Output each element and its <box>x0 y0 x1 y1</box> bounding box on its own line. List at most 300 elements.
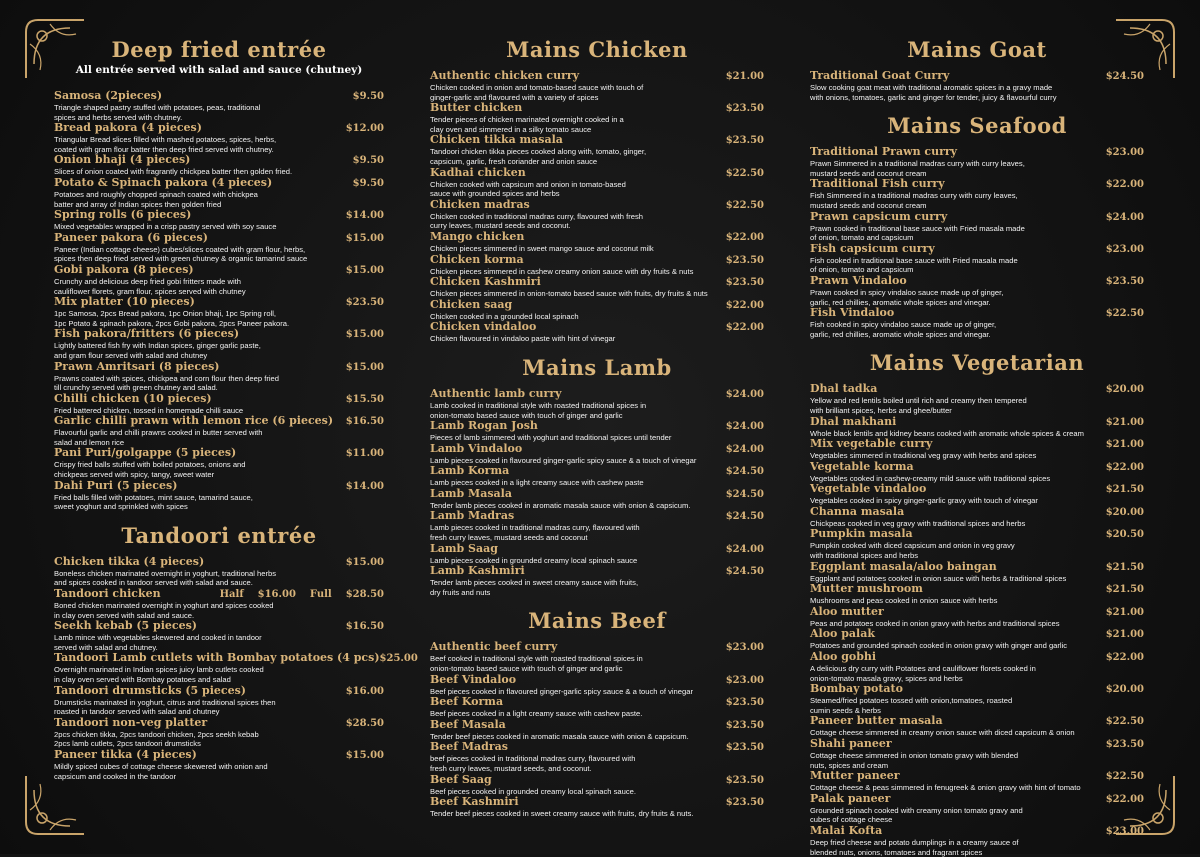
menu-item-header <box>54 296 384 309</box>
menu-item-name: Kadhai chicken <box>430 165 526 179</box>
menu-item <box>810 825 1144 857</box>
full-price: $28.50 <box>345 589 384 601</box>
menu-item <box>810 606 1144 629</box>
menu-item-name: Beef Kashmiri <box>430 795 519 809</box>
menu-item-header <box>810 651 1144 664</box>
menu-item-price: $9.50 <box>352 155 384 167</box>
menu-item-header <box>430 321 764 334</box>
full-label: Full <box>309 589 332 601</box>
menu-item-price: $24.50 <box>725 566 764 578</box>
menu-item-name: Mutter mushroom <box>810 582 923 596</box>
menu-item-description: Flavourful garlic and chilli prawns cooked in butter served with salad and lemon rice <box>54 428 263 447</box>
menu-item-price: $15.00 <box>345 361 384 373</box>
half-price: $16.00 <box>257 589 296 601</box>
menu-item-price: $21.00 <box>1105 439 1144 451</box>
menu-item-description: Beef pieces cooked in grounded creamy local spinach sauce. <box>430 786 636 796</box>
menu-item-name: Bread pakora (4 pieces) <box>54 121 202 135</box>
menu-item <box>54 480 384 512</box>
menu-item-description: Fish cooked in traditional base sauce with Fried masala made of onion, tomato and capsicum <box>810 255 1018 275</box>
menu-item-description: Triangular Bread slices filled with mashed potatoes, spices, herbs, coated with gram flour batter then deep fried served with chutney. <box>54 135 277 154</box>
menu-item-header <box>430 719 764 732</box>
menu-item-name: Beef Saag <box>430 772 492 786</box>
menu-item-price: $22.50 <box>725 199 764 211</box>
menu-item-name: Paneer tikka (4 pieces) <box>54 747 197 761</box>
menu-item-name: Chicken tikka masala <box>430 133 563 147</box>
menu-item-header <box>54 651 418 665</box>
menu-item <box>54 685 384 717</box>
menu-item <box>430 719 764 742</box>
menu-item-name: Beef Madras <box>430 740 508 754</box>
menu-item-header <box>810 461 1144 474</box>
menu-item-name: Chicken vindaloo <box>430 320 537 334</box>
menu-item-price: $22.00 <box>1105 461 1144 473</box>
menu-item-description: A delicious dry curry with Potatoes and cauliflower florets cooked in onion-tomato masala gravy, spices and herbs <box>810 664 1036 683</box>
menu-item <box>810 307 1144 339</box>
menu-item-price: $24.50 <box>725 511 764 523</box>
menu-item-price: $16.50 <box>345 621 384 633</box>
menu-item-description: beef pieces cooked in traditional madras curry, flavoured with fresh curry leaves, mustard seeds, and coconut. <box>430 754 636 773</box>
menu-item-price: $23.50 <box>1105 739 1144 750</box>
menu-item-description: Paneer (Indian cottage cheese) cubes/slices coated with gram flour, herbs, spices then deep fried served with green chutney & organic tamarind sauce <box>54 244 308 264</box>
menu-item <box>810 178 1144 210</box>
menu-item-header <box>430 199 764 212</box>
menu-item-price: $21.00 <box>1105 606 1144 618</box>
menu-item-name: Spring rolls (6 pieces) <box>54 208 192 222</box>
menu-item-description: Cottage cheese & peas simmered in fenugreek & onion gravy with hint of tomato <box>810 783 1081 793</box>
menu-item-name: Traditional Prawn curry <box>810 145 958 159</box>
menu-item-header <box>810 146 1144 159</box>
menu-item-price: $24.50 <box>725 488 764 500</box>
menu-item <box>430 465 764 488</box>
menu-item-price: $23.00 <box>1105 147 1144 159</box>
menu-item-price: $23.00 <box>725 674 764 686</box>
menu-item-price: $11.00 <box>345 448 384 460</box>
menu-item-price: $22.50 <box>1105 771 1144 783</box>
menu-item-description: Beef pieces cooked in flavoured ginger-garlic spicy sauce & a touch of vinegar <box>430 686 693 696</box>
menu-item-header <box>430 741 764 754</box>
menu-item-description: Cottage cheese simmered in creamy onion sauce with diced capsicum & onion <box>810 728 1075 738</box>
menu-item-header <box>54 122 384 135</box>
menu-item-description: Prawns coated with spices, chickpea and corn flour then deep fried till crunchy served with green chutney and salad. <box>54 373 279 393</box>
menu-item-header <box>430 774 764 787</box>
menu-item-description: Boneless chicken marinated overnight in yoghurt, traditional herbs and spices cooked in tandoor served with salad and sauce. <box>54 568 277 588</box>
menu-item <box>810 383 1144 415</box>
menu-item <box>54 154 384 177</box>
menu-item-name: Bombay potato <box>810 682 903 696</box>
menu-item-name: Dahi Puri (5 pieces) <box>54 478 178 492</box>
menu-item-name: Potato & Spinach pakora (4 pieces) <box>54 175 273 189</box>
menu-item-price: $23.50 <box>725 774 764 786</box>
menu-item <box>430 741 764 773</box>
menu-item-name: Pumpkin masala <box>810 527 913 541</box>
section-title: Deep fried entrée <box>111 37 327 62</box>
menu-item-header <box>810 683 1144 696</box>
menu-item-price: $12.00 <box>345 123 384 135</box>
menu-item-price: $9.50 <box>352 91 384 102</box>
menu-item-header <box>430 167 764 180</box>
menu-item <box>810 506 1144 529</box>
menu-item-description: Fried battered chicken, tossed in homemade chilli sauce <box>54 405 244 415</box>
menu-item-header <box>54 209 384 222</box>
menu-item-description: Prawn cooked in traditional base sauce with Fried masala made of onion, tomato and capsicum <box>810 223 1025 243</box>
half-label: Half <box>219 589 244 601</box>
menu-item <box>810 715 1144 738</box>
menu-item-price: $23.50 <box>725 797 764 809</box>
menu-item-name: Prawn capsicum curry <box>810 209 948 223</box>
section-title: Tandoori entrée <box>121 522 317 548</box>
section-title: Mains Beef <box>528 608 666 634</box>
menu-item-header <box>430 420 764 433</box>
menu-item <box>430 70 764 102</box>
menu-item-name: Fish Vindaloo <box>810 306 895 320</box>
menu-item <box>430 134 764 166</box>
menu-item-name: Channa masala <box>810 504 905 518</box>
menu-item-header <box>54 232 384 245</box>
menu-item <box>810 275 1144 307</box>
menu-item-name: Chilli chicken (10 pieces) <box>54 391 212 405</box>
menu-item-description: Tender pieces of chicken marinated overnight cooked in a clay oven and simmered in a silky tomato sauce <box>430 115 624 134</box>
menu-item <box>810 770 1144 793</box>
menu-item <box>810 561 1144 584</box>
menu-item-header <box>54 415 384 428</box>
menu-item-header <box>810 738 1144 751</box>
menu-item-header <box>810 561 1144 574</box>
menu-item <box>810 416 1144 439</box>
menu-item-price: $14.00 <box>345 480 384 492</box>
menu-item-description: Yellow and red lentils boiled until rich and creamy then tempered with brilliant spices, herbs and ghee/butter <box>810 396 1027 415</box>
menu-item-name: Chicken Kashmiri <box>430 275 541 289</box>
menu-item <box>430 796 764 819</box>
menu-item-header <box>430 276 764 289</box>
menu-item-price: $24.50 <box>725 466 764 478</box>
menu-item <box>810 628 1144 651</box>
section-spacer <box>810 339 1144 349</box>
menu-item-description: Lamb mince with vegetables skewered and cooked in tandoor served with salad and chutney. <box>54 633 262 652</box>
menu-item <box>54 447 384 479</box>
menu-item-description: Potatoes and grounded spinach cooked in onion gravy with ginger and garlic <box>810 641 1068 651</box>
menu-item-header <box>810 715 1144 728</box>
menu-item-description: Pumpkin cooked with diced capsicum and onion in veg gravy with traditional spices and herbs <box>810 541 1015 561</box>
menu-item-name: Beef Korma <box>430 695 504 709</box>
menu-item-price: $22.00 <box>725 231 764 243</box>
menu-item-description: Prawn Simmered in a traditional madras curry with curry leaves, mustard seeds and coconut cream <box>810 159 1025 178</box>
menu-item-description: Chicken flavoured in vindaloo paste with hint of vinegar <box>430 334 616 344</box>
menu-item <box>430 199 764 231</box>
menu-item <box>430 674 764 697</box>
menu-item-description: Chicken cooked in a grounded local spinach <box>430 311 579 321</box>
menu-item-price: $23.50 <box>725 697 764 709</box>
menu-item <box>54 177 384 209</box>
menu-item <box>54 296 384 328</box>
menu-item-header <box>54 620 384 633</box>
menu-item-price: $22.00 <box>725 322 764 334</box>
menu-item-name: Aloo gobhi <box>810 650 877 664</box>
menu-item-description: Fish Simmered in a traditional madras curry with curry leaves, mustard seeds and coconut cream <box>810 191 1018 210</box>
menu-item <box>54 90 384 122</box>
menu-item-description: Crunchy and delicious deep fried gobi fritters made with cauliflower florets, gram flour, spices served with chutney <box>54 276 246 296</box>
menu-item-name: Lamb Kashmiri <box>430 564 525 578</box>
menu-item-name: Lamb Korma <box>430 464 510 478</box>
menu-item-price: $9.50 <box>352 177 384 189</box>
menu-item-header <box>430 465 764 478</box>
menu-item-header <box>810 506 1144 519</box>
menu-item-header <box>54 749 384 762</box>
menu-item-price: $23.00 <box>1105 825 1144 837</box>
menu-item-name: Traditional Fish curry <box>810 177 945 191</box>
section-subtitle: All entrée served with salad and sauce (chutney) <box>75 64 363 76</box>
menu-item <box>430 420 764 443</box>
menu-item-description: Lamb cooked in traditional style with roasted traditional spices in onion-tomato based sauce with touch of ginger and garlic <box>430 400 647 420</box>
menu-item-description: Whole black lentils and kidney beans cooked with aromatic whole spices & cream <box>810 428 1084 438</box>
menu-item <box>430 299 764 322</box>
menu-item-header <box>54 361 384 374</box>
menu-item-description: Beef cooked in traditional style with roasted traditional spices in onion-tomato based sauce with touch of ginger and garlic <box>430 654 643 674</box>
menu-item-header <box>54 177 384 190</box>
menu-item-name: Fish pakora/fritters (6 pieces) <box>54 327 240 341</box>
menu-item <box>54 393 384 416</box>
menu-item-description: Crispy fried balls stuffed with boiled potatoes, onions and chickpeas served with spicy, tangy, sweet water <box>54 460 246 480</box>
menu-item-description: Overnight marinated in Indian spices juicy lamb cutlets cooked in clay oven served with Bombay potatoes and salad <box>54 665 264 684</box>
section-spacer <box>430 344 764 354</box>
menu-item-name: Samosa (2pieces) <box>54 89 163 102</box>
menu-item <box>810 438 1144 461</box>
menu-item-header <box>810 770 1144 783</box>
menu-column-2 <box>430 36 764 819</box>
menu-item-price: $21.00 <box>725 71 764 82</box>
menu-item-price: $24.00 <box>725 421 764 433</box>
menu-item-name: Vegetable korma <box>810 459 914 473</box>
menu-item-header <box>810 416 1144 429</box>
menu-item-name: Lamb Rogan Josh <box>430 419 538 433</box>
menu-item-header <box>430 510 764 523</box>
menu-item <box>54 415 384 447</box>
menu-item <box>430 231 764 254</box>
menu-section <box>430 36 764 344</box>
menu-item <box>54 209 384 232</box>
menu-item-name: Mix platter (10 pieces) <box>54 295 195 309</box>
menu-item-price: $22.00 <box>1105 179 1144 191</box>
menu-item-description: Peas and potatoes cooked in onion gravy with herbs and traditional spices <box>810 618 1060 628</box>
menu-item <box>810 146 1144 178</box>
menu-item-price: $23.50 <box>725 742 764 754</box>
menu-item-description: Steamed/fried potatoes tossed with onion,tomatoes, roasted cumin seeds & herbs <box>810 696 1013 715</box>
menu-item-header <box>54 393 384 406</box>
menu-item-description: Chicken pieces simmered in sweet mango sauce and coconut milk <box>430 243 654 253</box>
menu-item-name: Authentic beef curry <box>430 640 558 654</box>
menu-item-description: Deep fried cheese and potato dumplings in a creamy sauce of blended nuts, onions, tomatoes and fragrant spices <box>810 837 1019 857</box>
menu-item-price: $22.00 <box>1105 652 1144 664</box>
menu-item-price: $24.50 <box>1105 71 1144 82</box>
menu-item-price: $28.50 <box>345 717 384 729</box>
menu-item-name: Vegetable vindaloo <box>810 482 927 496</box>
menu-item <box>54 749 384 781</box>
menu-item <box>430 641 764 673</box>
menu-section <box>430 354 764 598</box>
menu-item <box>810 70 1144 102</box>
menu-item-name: Lamb Saag <box>430 541 498 555</box>
menu-item-description: Chicken cooked with capsicum and onion in tomato-based sauce with grounded spices and herbs <box>430 179 626 199</box>
menu-item-name: Seekh kebab (5 pieces) <box>54 619 197 633</box>
menu-item-price: $15.00 <box>345 232 384 244</box>
menu-item <box>810 738 1144 770</box>
menu-item-description: Slices of onion coated with fragrantly chickpea batter then golden fried. <box>54 167 293 177</box>
menu-item-header <box>430 388 764 401</box>
menu-item-name: Pani Puri/golgappe (5 pieces) <box>54 446 237 460</box>
menu-item-header <box>430 299 764 312</box>
menu-item <box>54 328 384 360</box>
menu-item-price: $23.50 <box>725 254 764 266</box>
menu-item-price: $23.50 <box>1105 275 1144 287</box>
menu-item-name: Paneer pakora (6 pieces) <box>54 230 208 244</box>
menu-item-header <box>54 154 384 167</box>
menu-item-header <box>430 674 764 687</box>
menu-item <box>810 243 1144 275</box>
menu-item-price: $16.00 <box>345 685 384 697</box>
menu-item-description: Slow cooking goat meat with traditional aromatic spices in a gravy made with onions, tomatoes, garlic and ginger for tender, juicy & flavourful curry <box>810 83 1057 102</box>
menu-item-header <box>810 583 1144 596</box>
menu-item-price: $15.00 <box>345 556 384 568</box>
menu-item-price: $16.50 <box>345 416 384 428</box>
menu-item-name: Traditional Goat Curry <box>810 69 950 82</box>
menu-item-name: Prawn Vindaloo <box>810 273 907 287</box>
menu-section <box>810 349 1144 857</box>
menu-item-header <box>810 628 1144 641</box>
section-spacer <box>54 512 384 522</box>
menu-item-price: $23.00 <box>725 642 764 654</box>
menu-item-name: Chicken saag <box>430 297 513 311</box>
menu-item-price: $23.50 <box>725 277 764 289</box>
menu-item-header <box>810 275 1144 288</box>
menu-item-header <box>54 685 384 698</box>
menu-item <box>54 232 384 264</box>
menu-item <box>430 696 764 719</box>
menu-column-3 <box>810 36 1144 857</box>
menu-item-name: Authentic chicken curry <box>430 69 580 82</box>
menu-item-price: $22.00 <box>1105 793 1144 805</box>
menu-item <box>54 556 384 588</box>
menu-item-header <box>54 480 384 493</box>
menu-item-price: $20.50 <box>1105 529 1144 541</box>
menu-item-description: Eggplant and potatoes cooked in onion sauce with herbs & traditional spices <box>810 573 1067 583</box>
menu-item-name: Shahi paneer <box>810 737 892 750</box>
menu-item-header <box>54 556 384 569</box>
menu-item-name: Aloo palak <box>810 627 875 641</box>
menu-item-header <box>810 606 1144 619</box>
menu-item-name: Lamb Masala <box>430 486 512 500</box>
menu-item-name: Butter chicken <box>430 101 523 115</box>
menu-item-name: Tandoori drumsticks (5 pieces) <box>54 683 246 697</box>
menu-item-description: Triangle shaped pastry stuffed with potatoes, peas, traditional spices and herbs served with chutney. <box>54 103 261 122</box>
section-title: Mains Vegetarian <box>869 350 1085 376</box>
menu-item-description: Drumsticks marinated in yoghurt, citrus and traditional spices then roasted in tandoor served with salad and chutney <box>54 697 276 717</box>
menu-item-price: $24.00 <box>1105 211 1144 223</box>
menu-item-name: Mutter paneer <box>810 769 900 783</box>
menu-item-header <box>810 307 1144 320</box>
menu-item-price: $22.00 <box>725 299 764 311</box>
menu-item-description: Lamb pieces cooked in a light creamy sauce with cashew paste <box>430 478 644 488</box>
menu-item-header <box>430 231 764 244</box>
menu-item-description: Chicken pieces simmered in cashew creamy onion sauce with dry fruits & nuts <box>430 266 694 276</box>
menu-item-name: Garlic chilli prawn with lemon rice (6 pieces) <box>54 414 334 428</box>
menu-item-header <box>430 543 764 556</box>
menu-item-description: Vegetables cooked in cashew-creamy mild sauce with traditional spices <box>810 473 1051 483</box>
menu-item <box>430 510 764 542</box>
menu-item-header <box>810 438 1144 451</box>
menu-item-price: $15.00 <box>345 749 384 761</box>
menu-item-name: Onion bhaji (4 pieces) <box>54 153 191 167</box>
menu-item-name: Mango chicken <box>430 229 525 243</box>
menu-item-name: Fish capsicum curry <box>810 241 935 255</box>
menu-item-header <box>430 254 764 267</box>
menu-item-description: Grounded spinach cooked with creamy onion tomato gravy and cubes of cottage cheese <box>810 805 1023 825</box>
menu-item-price: $14.00 <box>345 210 384 222</box>
menu-item <box>810 461 1144 484</box>
menu-item-price: $20.00 <box>1105 384 1144 396</box>
menu-item-name: Lamb Madras <box>430 509 515 523</box>
menu-item-header <box>430 796 764 809</box>
menu-item-name: Palak paneer <box>810 791 891 805</box>
menu-item-description: Vegetables simmered in traditional veg gravy with herbs and spices <box>810 451 1037 461</box>
menu-item-description: 2pcs chicken tikka, 2pcs tandoori chicken, 2pcs seekh kebab 2pcs lamb cutlets, 2pcs tandoori drumsticks <box>54 729 259 749</box>
menu-item-price: $23.50 <box>725 103 764 115</box>
menu-item-price: $21.50 <box>1105 484 1144 496</box>
menu-item-name: Gobi pakora (8 pieces) <box>54 262 194 276</box>
menu-item-header <box>810 243 1144 256</box>
menu-item-header <box>54 264 384 277</box>
menu-item-description: Boned chicken marinated overnight in yoghurt and spices cooked in clay oven served with salad and sauce. <box>54 601 274 620</box>
menu-section <box>54 36 384 512</box>
menu-item <box>54 717 384 749</box>
menu-item-description: Mixed vegetables wrapped in a crisp pastry served with soy sauce <box>54 222 277 232</box>
menu-item-description: Mushrooms and peas cooked in onion sauce with herbs <box>810 596 998 606</box>
menu-item-price: $21.00 <box>1105 416 1144 428</box>
menu-item-header <box>810 178 1144 191</box>
menu-item <box>810 683 1144 715</box>
menu-item-price: $23.50 <box>725 719 764 731</box>
menu-item-name: Tandoori non-veg platter <box>54 715 208 729</box>
section-title: Mains Lamb <box>522 354 672 380</box>
menu-item <box>430 543 764 566</box>
menu-item <box>810 528 1144 560</box>
menu-item-header <box>430 565 764 578</box>
menu-item-header <box>430 102 764 115</box>
menu-item <box>430 488 764 511</box>
menu-item-name: Aloo mutter <box>810 604 884 618</box>
menu-item-header <box>810 70 1144 83</box>
menu-item-price: $15.50 <box>345 393 384 405</box>
menu-item-header <box>430 134 764 147</box>
menu-item-name: Chicken madras <box>430 197 530 211</box>
menu-item <box>430 565 764 597</box>
menu-item-name: Lamb Vindaloo <box>430 441 523 455</box>
menu-item <box>54 361 384 393</box>
menu-item-price: $24.00 <box>725 388 764 400</box>
menu-item <box>54 264 384 296</box>
menu-item-name: Tandoori Lamb cutlets with Bombay potatoes (4 pcs) <box>54 651 380 665</box>
menu-item-header <box>54 90 384 103</box>
menu-item-header <box>430 641 764 654</box>
menu-item-price: $21.50 <box>1105 561 1144 573</box>
menu-item-name: Beef Masala <box>430 717 506 731</box>
menu-item-description: Prawn cooked in spicy vindaloo sauce made up of ginger, garlic, red chillies, aromatic whole spices and vinegar. <box>810 287 1004 307</box>
menu-item <box>810 793 1144 825</box>
menu-item-name: Eggplant masala/aloo baingan <box>810 559 997 573</box>
section-title: Mains Goat <box>907 37 1047 62</box>
menu-column-1 <box>54 36 418 781</box>
menu-item <box>430 102 764 134</box>
menu-item-description: Mildly spiced cubes of cottage cheese skewered with onion and capsicum and cooked in the tandoor <box>54 761 268 781</box>
menu-item-description: Lamb pieces cooked in flavoured ginger-garlic spicy sauce & a touch of vinegar <box>430 455 697 465</box>
